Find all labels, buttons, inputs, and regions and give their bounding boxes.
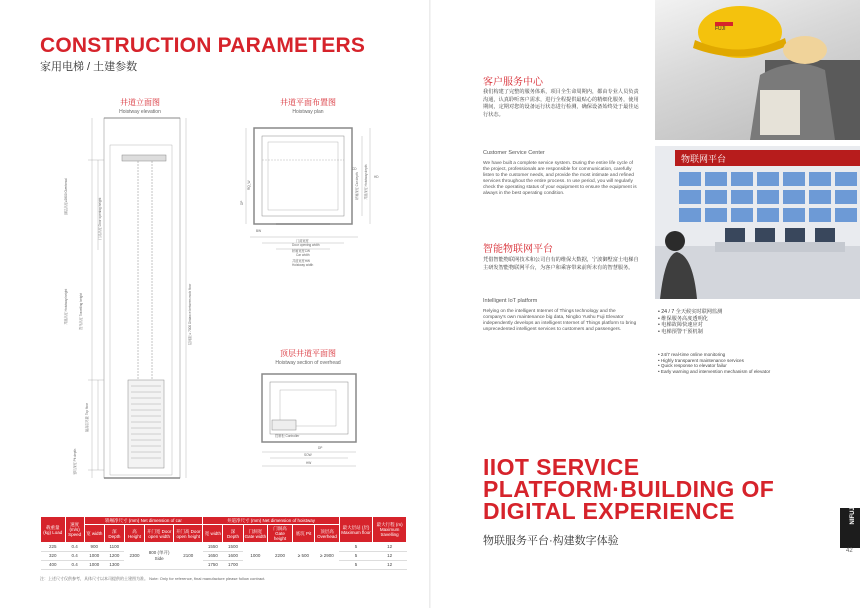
elevation-label-top-floor: 最高层站距 Top floor <box>85 402 89 432</box>
th-max-travel: 最大行程 (m) Maximum travelling <box>373 517 407 543</box>
page-title: CONSTRUCTION PARAMETERS <box>40 34 366 57</box>
plan-label-rqw: RQ_W <box>247 180 251 190</box>
th-car-width: 宽 width <box>84 525 104 543</box>
plan-label-dp: DP <box>240 200 244 205</box>
helmet-worker-photo <box>655 0 860 140</box>
overhead-label-controller: 控制柜 Controller <box>275 434 300 438</box>
overhead-title: 顶层井道平面图 <box>280 349 336 358</box>
table-row: 320 0.4 1000 1200 1650 1600 5 12 <box>41 552 407 561</box>
cell-overhead: ≥ 2900 <box>315 543 340 570</box>
list-item: • 维保服务高度透明化 <box>658 315 708 322</box>
spec-table <box>40 516 407 570</box>
elevation-label-travel-height: 提升高度 Travelling height <box>79 293 83 330</box>
cell-gate-height: 2200 <box>268 543 293 570</box>
cell-door-width: 800 (单开) Side <box>145 543 174 570</box>
control-room-photo <box>655 146 860 299</box>
plan-label-door-width-en: Door opening width <box>292 243 320 247</box>
list-item: • Quick response to elevator failur <box>658 363 727 369</box>
plan-label-car-width-cn: 轿厢宽度CW <box>292 249 311 253</box>
list-item: • Highly transparent maintenance services <box>658 357 744 363</box>
service-body-en: We have built a complete service system. During the entire life cycle of the project, professionals are responsible for communication, carefully listen to the customer needs, and provide the most intimate and refined services throughout the entire process. In use period, you will regularly check the operating status of your equipment to ensure the equipment is always in the best operating condition. <box>483 161 637 196</box>
page-number: 42 <box>846 548 853 554</box>
plan-subtitle: Hoistway plan <box>292 109 324 115</box>
helmet-logo-text: FUJI <box>715 26 726 32</box>
list-item: • 电梯故障快速应对 <box>658 322 703 328</box>
th-car-depth: 深 Depth <box>104 525 124 543</box>
plan-label-bw: BW <box>256 229 262 233</box>
list-item: • 24/7 real-time online monitoring <box>658 352 726 357</box>
brand-tab <box>840 505 860 548</box>
iot-title-cn: 智能物联网平台 <box>483 244 553 255</box>
list-item: • 电梯预警干预机制 <box>658 328 703 335</box>
plan-label-door-width-cn: 门洞宽度 <box>296 239 309 243</box>
plan-label-hd: HD <box>374 175 379 179</box>
service-title-cn: 客户服务中心 <box>483 77 543 88</box>
th-pit: 底坑 Pit <box>292 525 314 543</box>
elevation-label-hoistway-height: 井道高度 Hoistway height <box>64 288 68 325</box>
overhead-label-hw: HW <box>306 461 312 465</box>
plan-label-hoistway-width-en: Hoistway width <box>292 263 314 267</box>
brand-logo: NIFUJI <box>850 505 856 525</box>
th-door-open-height: 开门高 Door open height <box>174 525 203 543</box>
control-room-illustration <box>655 146 860 299</box>
th-hoistway-group: 井道净尺寸 (mm) Net dimension of hoistway <box>203 517 340 525</box>
overhead-subtitle: Hoistway section of overhead <box>275 360 341 366</box>
th-overhead: 顶层高 Overhead <box>315 525 340 543</box>
overhead-label-dp: DP <box>318 446 323 450</box>
service-title-en: Customer Service Center <box>483 150 545 156</box>
bullets-cn <box>658 309 848 335</box>
list-item: • Early warning and intervention mechanism of elevator <box>658 368 771 374</box>
th-max-floor: 最大层站 (层) Maximum floor <box>339 517 373 543</box>
th-door-open-width: 开门宽 Door open width <box>145 525 174 543</box>
cell-car-height: 2300 <box>124 543 144 570</box>
plan-label-car-depth: 轿厢深度 Car depth <box>355 172 359 200</box>
iot-body-cn: 凭借智能物联网技术和公司自有的维保大数据，宁波御墅富士电梯自主研发智能物联网平台，为客户和乘客带来前所未有的智慧服务。 <box>483 257 639 271</box>
plan-label-cd: CD <box>352 167 357 171</box>
platform-title: IIOT SERVICE PLATFORM·BUILDING OF DIGITAL EXPERIENCE <box>483 454 775 524</box>
plan-title: 井道平面布置图 <box>280 98 336 107</box>
th-hw-width: 宽 width <box>203 525 223 543</box>
th-speed: 速度 (m/s) Speed <box>65 517 84 543</box>
elevation-title: 井道立面图 <box>120 98 160 107</box>
th-car-group: 轿厢净尺寸 (mm) Net dimension of car <box>84 517 203 525</box>
helmet-illustration <box>655 0 860 140</box>
elevation-subtitle: Hoistway elevation <box>119 109 161 115</box>
service-body-cn: 我们构建了完整的服务体系，项目全生命周期内，都由专业人员负责沟通，认真聆听客户需求，进行全程提供最贴心的精细化服务，使用期间，定期对您的设备运行状态进行检测，确保设备始终处于最佳运行状态。 <box>483 89 639 118</box>
th-gate-width: 门洞宽 Gate width <box>243 525 268 543</box>
th-car-height: 高 Height <box>124 525 144 543</box>
bullets-en <box>658 352 848 374</box>
platform-subtitle: 物联服务平台·构建数字体验 <box>483 535 619 547</box>
iot-title-en: Intelligent IoT platform <box>483 298 538 304</box>
right-page <box>430 0 860 608</box>
elevation-label-floor-distance: 层间距 ≥ 7000 Distance between each floor <box>188 283 192 345</box>
cell-door-height: 2100 <box>174 543 203 570</box>
table-row: 225 0.4 900 1100 2300 800 (单开) Side 2100 1550 1500 1000 2200 ≥ 500 ≥ 2900 5 12 <box>41 543 407 552</box>
th-gate-height: 门洞高 Gate height <box>268 525 293 543</box>
table-row: 400 0.4 1000 1300 1750 1700 5 12 <box>41 561 407 570</box>
elevation-label-pit: 底坑深度 Pit depth <box>73 448 77 475</box>
table-note: 注：上述尺寸仅供参考，具体尺寸以本司提供的土建图为准。 Note: Only for reference, final manufacture please follow contract. <box>40 576 266 581</box>
plan-label-hoistway-depth: 井道深度 Hoistway depth <box>364 164 368 200</box>
iot-body-en: Relying on the intelligent Internet of Things technology and the company's own maintenance big data, Ningbo Yushu Fuji Elevator independently develops an intelligent Internet of Things platform to bring unprecedented intelligent services to customers and passengers. <box>483 309 637 332</box>
control-room-sign: 物联网平台 <box>681 154 727 164</box>
elevation-label-overhead: 顶层高度≥2800 Overhead <box>64 178 68 215</box>
page-subtitle: 家用电梯 / 土建参数 <box>40 61 138 73</box>
elevation-label-door-height: 门洞高度 Door opening height <box>98 197 102 240</box>
cell-gate-width: 1000 <box>243 543 268 570</box>
plan-label-car-width-en: Car width <box>296 253 310 257</box>
th-hw-depth: 深 Depth <box>223 525 243 543</box>
list-item: • 24 / 7 全天候实时联网监测 <box>658 309 723 315</box>
plan-label-hoistway-width-cn: 井道宽度HW <box>292 259 311 263</box>
th-load: 载重量 (kg) Load <box>41 517 66 543</box>
cell-pit: ≥ 500 <box>292 543 314 570</box>
overhead-label-sow: SOW <box>304 453 312 457</box>
